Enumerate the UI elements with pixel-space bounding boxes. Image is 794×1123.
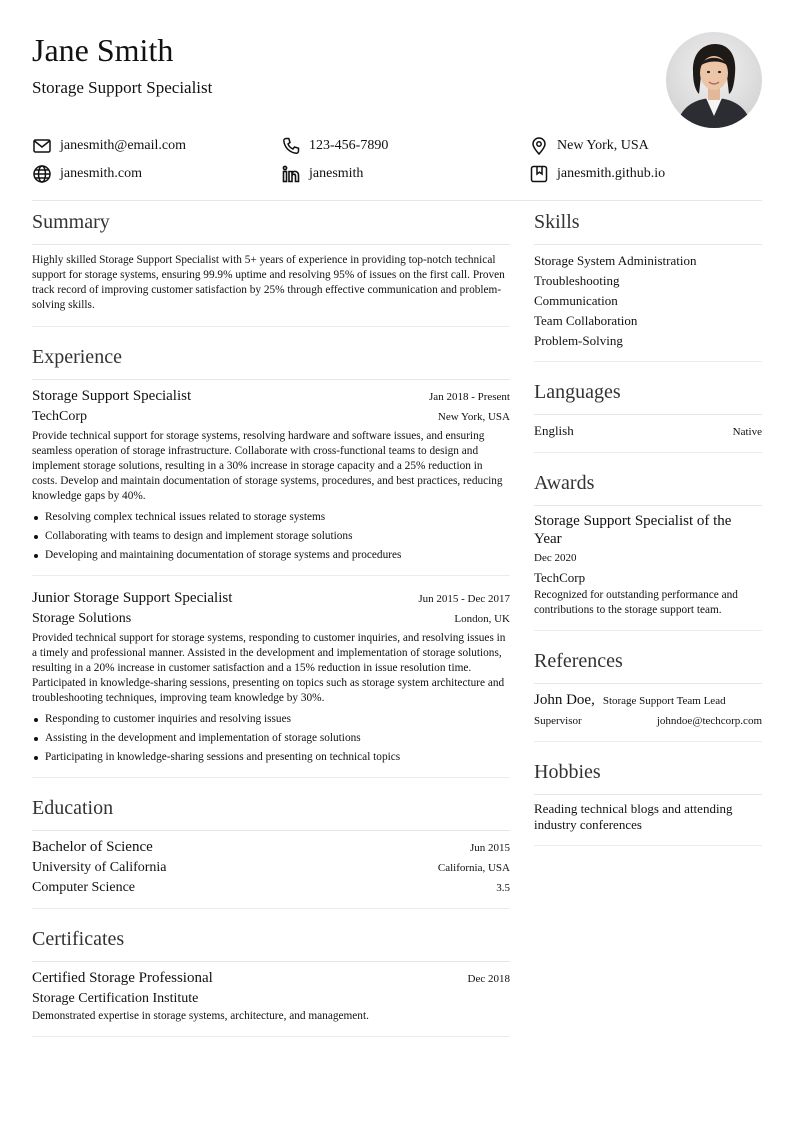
bookmark-icon	[529, 164, 549, 184]
certificate-date: Dec 2018	[467, 973, 510, 985]
mail-icon	[32, 136, 52, 156]
award-description: Recognized for outstanding performance and contributions to the storage support team.	[534, 589, 738, 616]
job-location: London, UK	[454, 613, 510, 625]
school-location: California, USA	[437, 862, 510, 874]
language-name: English	[534, 423, 574, 438]
education-item	[32, 831, 510, 909]
contact-location	[529, 136, 649, 156]
candidate-name: Jane Smith	[32, 32, 174, 68]
job-highlights	[32, 710, 510, 767]
job-highlight: Developing and maintaining documentation of storage systems and procedures	[32, 546, 510, 565]
education-section	[32, 792, 510, 909]
hobbies-heading: Hobbies	[534, 756, 762, 795]
award-issuer: TechCorp	[534, 570, 586, 585]
certificate-item	[32, 962, 510, 1037]
awards-section	[534, 467, 762, 631]
phone-text[interactable]: 123-456-7890	[309, 138, 389, 153]
job-highlights	[32, 508, 510, 565]
linkedin-text[interactable]: janesmith	[309, 166, 364, 181]
awards-heading: Awards	[534, 467, 762, 506]
skills-section	[534, 206, 762, 362]
job-dates: Jun 2015 - Dec 2017	[418, 593, 510, 605]
certificate-description: Demonstrated expertise in storage systems, architecture, and management.	[32, 1010, 369, 1022]
location-text: New York, USA	[557, 138, 649, 153]
job-highlight: Participating in knowledge-sharing sessions and presenting on technical topics	[32, 748, 510, 767]
language-item	[534, 415, 762, 453]
email-text[interactable]: janesmith@email.com	[60, 138, 187, 153]
job-dates: Jan 2018 - Present	[429, 391, 510, 403]
skill-item: Storage System Administration	[534, 253, 697, 268]
contact-phone[interactable]	[281, 136, 388, 156]
left-column	[32, 206, 510, 1051]
location-pin-icon	[529, 136, 549, 156]
job-position: Junior Storage Support Specialist	[32, 590, 233, 606]
reference-email[interactable]: johndoe@techcorp.com	[656, 715, 762, 727]
experience-item	[32, 380, 510, 576]
job-company: Storage Solutions	[32, 611, 132, 626]
header-divider	[32, 200, 762, 201]
skills-list	[534, 245, 762, 362]
certificate-name: Certified Storage Professional	[32, 970, 213, 986]
website-text[interactable]: janesmith.com	[60, 166, 143, 181]
gpa: 3.5	[496, 882, 510, 894]
skill-item: Troubleshooting	[534, 273, 620, 288]
skill-item: Problem-Solving	[534, 333, 623, 348]
globe-icon	[32, 164, 52, 184]
experience-item	[32, 576, 510, 778]
job-highlight: Responding to customer inquiries and resolving issues	[32, 710, 510, 729]
right-column	[534, 206, 762, 860]
summary-section	[32, 206, 510, 327]
job-description: Provide technical support for storage systems, resolving hardware and software issues, and ensuring seamless operation of storage infrastructure. Collaborate with cross-functional teams to design and implement storage solutions, resulting in a 30% increase in storage capacity and a 25% reduction in costs. Develop and maintain documentation of storage systems, procedures, and best practices, reducing knowledge gaps by 40%.	[32, 430, 503, 502]
skills-heading: Skills	[534, 206, 762, 245]
certificates-section	[32, 923, 510, 1037]
hobbies-section	[534, 756, 762, 846]
reference-role: Supervisor	[534, 715, 582, 727]
job-location: New York, USA	[437, 411, 510, 423]
phone-icon	[281, 136, 301, 156]
reference-item	[534, 684, 762, 742]
reference-position: Storage Support Team Lead	[602, 695, 726, 707]
degree: Bachelor of Science	[32, 839, 153, 855]
candidate-title: Storage Support Specialist	[32, 78, 213, 97]
profile-photo	[666, 32, 762, 128]
skill-item: Communication	[534, 293, 618, 308]
language-level: Native	[732, 426, 762, 438]
award-date: Dec 2020	[534, 552, 577, 564]
field-of-study: Computer Science	[32, 880, 136, 895]
github-text[interactable]: janesmith.github.io	[557, 166, 666, 181]
graduation-date: Jun 2015	[469, 842, 510, 854]
linkedin-icon	[281, 164, 301, 184]
references-heading: References	[534, 645, 762, 684]
contact-website[interactable]	[32, 164, 142, 184]
summary-text: Highly skilled Storage Support Specialist with 5+ years of experience in providing top-notch technical support for storage systems, ensuring 99.9% uptime and resolving 95% of issues on the first call. Proven track record of improving customer satisfaction by 25% through effective communication and problem-solving skills.	[32, 245, 510, 327]
job-position: Storage Support Specialist	[32, 388, 192, 404]
job-highlight: Collaborating with teams to design and implement storage solutions	[32, 527, 510, 546]
contact-github[interactable]	[529, 164, 665, 184]
languages-heading: Languages	[534, 376, 762, 415]
education-heading: Education	[32, 792, 510, 831]
contact-linkedin[interactable]	[281, 164, 363, 184]
experience-section	[32, 341, 510, 778]
references-section	[534, 645, 762, 742]
languages-section	[534, 376, 762, 453]
school-name: University of California	[32, 860, 167, 875]
experience-heading: Experience	[32, 341, 510, 380]
contact-email[interactable]	[32, 136, 186, 156]
job-description: Provided technical support for storage systems, responding to customer inquiries, and resolving issues in a timely and professional manner. Assisted in the development and implementation of storage solutions, resulting in a 20% increase in customer satisfaction and a 15% reduction in issue resolution time. Participated in knowledge-sharing sessions, presenting on topics such as storage system architecture and troubleshooting techniques, improving team knowledge by 30%.	[32, 632, 506, 704]
award-item	[534, 506, 762, 631]
job-highlight: Assisting in the development and implementation of storage solutions	[32, 729, 510, 748]
skill-item: Team Collaboration	[534, 313, 638, 328]
summary-heading: Summary	[32, 206, 510, 245]
certificate-issuer: Storage Certification Institute	[32, 991, 199, 1006]
certificates-heading: Certificates	[32, 923, 510, 962]
reference-name: John Doe,	[534, 692, 595, 708]
job-highlight: Resolving complex technical issues related to storage systems	[32, 508, 510, 527]
job-company: TechCorp	[32, 409, 88, 424]
hobbies-text: Reading technical blogs and attending industry conferences	[534, 795, 762, 846]
award-name: Storage Support Specialist of the Year	[534, 513, 732, 547]
